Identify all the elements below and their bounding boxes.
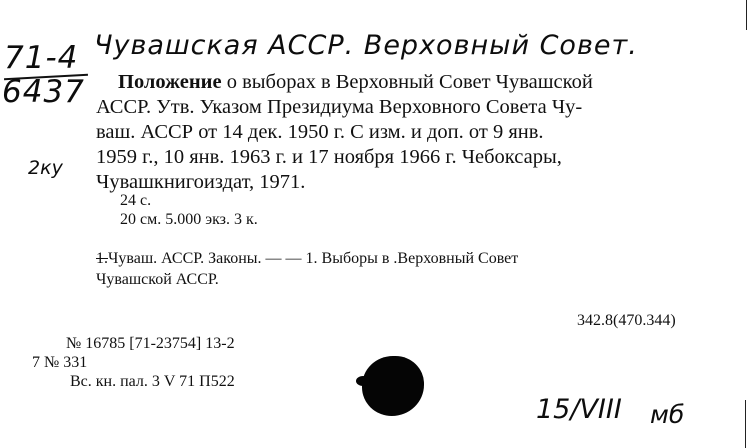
handwritten-heading: Чувашская АССР. Верховный Совет. xyxy=(94,30,638,61)
collation xyxy=(120,191,258,229)
record-number: № 16785 [71-23754] 13-2 xyxy=(66,335,235,352)
description-line-1-text: о выборах в Верховный Совет Чувашской xyxy=(221,71,593,93)
subject-line-1 xyxy=(96,248,518,269)
bibliographic-description xyxy=(96,70,706,195)
call-number-top: 71-4 xyxy=(4,40,79,76)
description-line-1 xyxy=(96,70,706,95)
handwritten-mark: 2ку xyxy=(28,157,63,179)
subject-line-2: Чувашской АССР. xyxy=(96,271,219,288)
classification-number: 342.8(470.344) xyxy=(577,312,676,329)
call-number-bottom: 6437 xyxy=(2,74,85,110)
subject-headings xyxy=(96,248,518,290)
chamber-reference: Вс. кн. пал. 3 V 71 П522 xyxy=(70,373,235,390)
copy-number: 7 № 331 xyxy=(32,354,88,371)
description-line-4: 1959 г., 10 янв. 1963 г. и 17 ноября 1966 г. Чебоксары, xyxy=(96,146,562,168)
card-edge-mark xyxy=(746,0,747,30)
description-line-3: ваш. АССР от 14 дек. 1950 г. С изм. и доп. от 9 янв. xyxy=(96,121,544,143)
card-edge-mark-bottom xyxy=(745,400,746,448)
handwritten-date: 15/VIII xyxy=(536,394,622,425)
title-bold: Положение xyxy=(118,71,222,93)
ink-blot xyxy=(362,356,424,416)
description-line-5: Чувашкнигоиздат, 1971. xyxy=(96,171,306,193)
record-numbers xyxy=(32,334,235,391)
handwritten-initials: мб xyxy=(650,400,685,429)
ink-blot-splash xyxy=(356,376,370,386)
description-line-2: АССР. Утв. Указом Президиума Верховного Совета Чу- xyxy=(96,96,583,118)
collation-size: 20 см. 5.000 экз. 3 к. xyxy=(120,211,258,228)
subject-line-1-text: Чуваш. АССР. Законы. — — 1. Выборы в .Верховный Совет xyxy=(108,250,519,267)
collation-pages: 24 с. xyxy=(120,192,152,209)
struck-number: 1. xyxy=(96,250,108,267)
